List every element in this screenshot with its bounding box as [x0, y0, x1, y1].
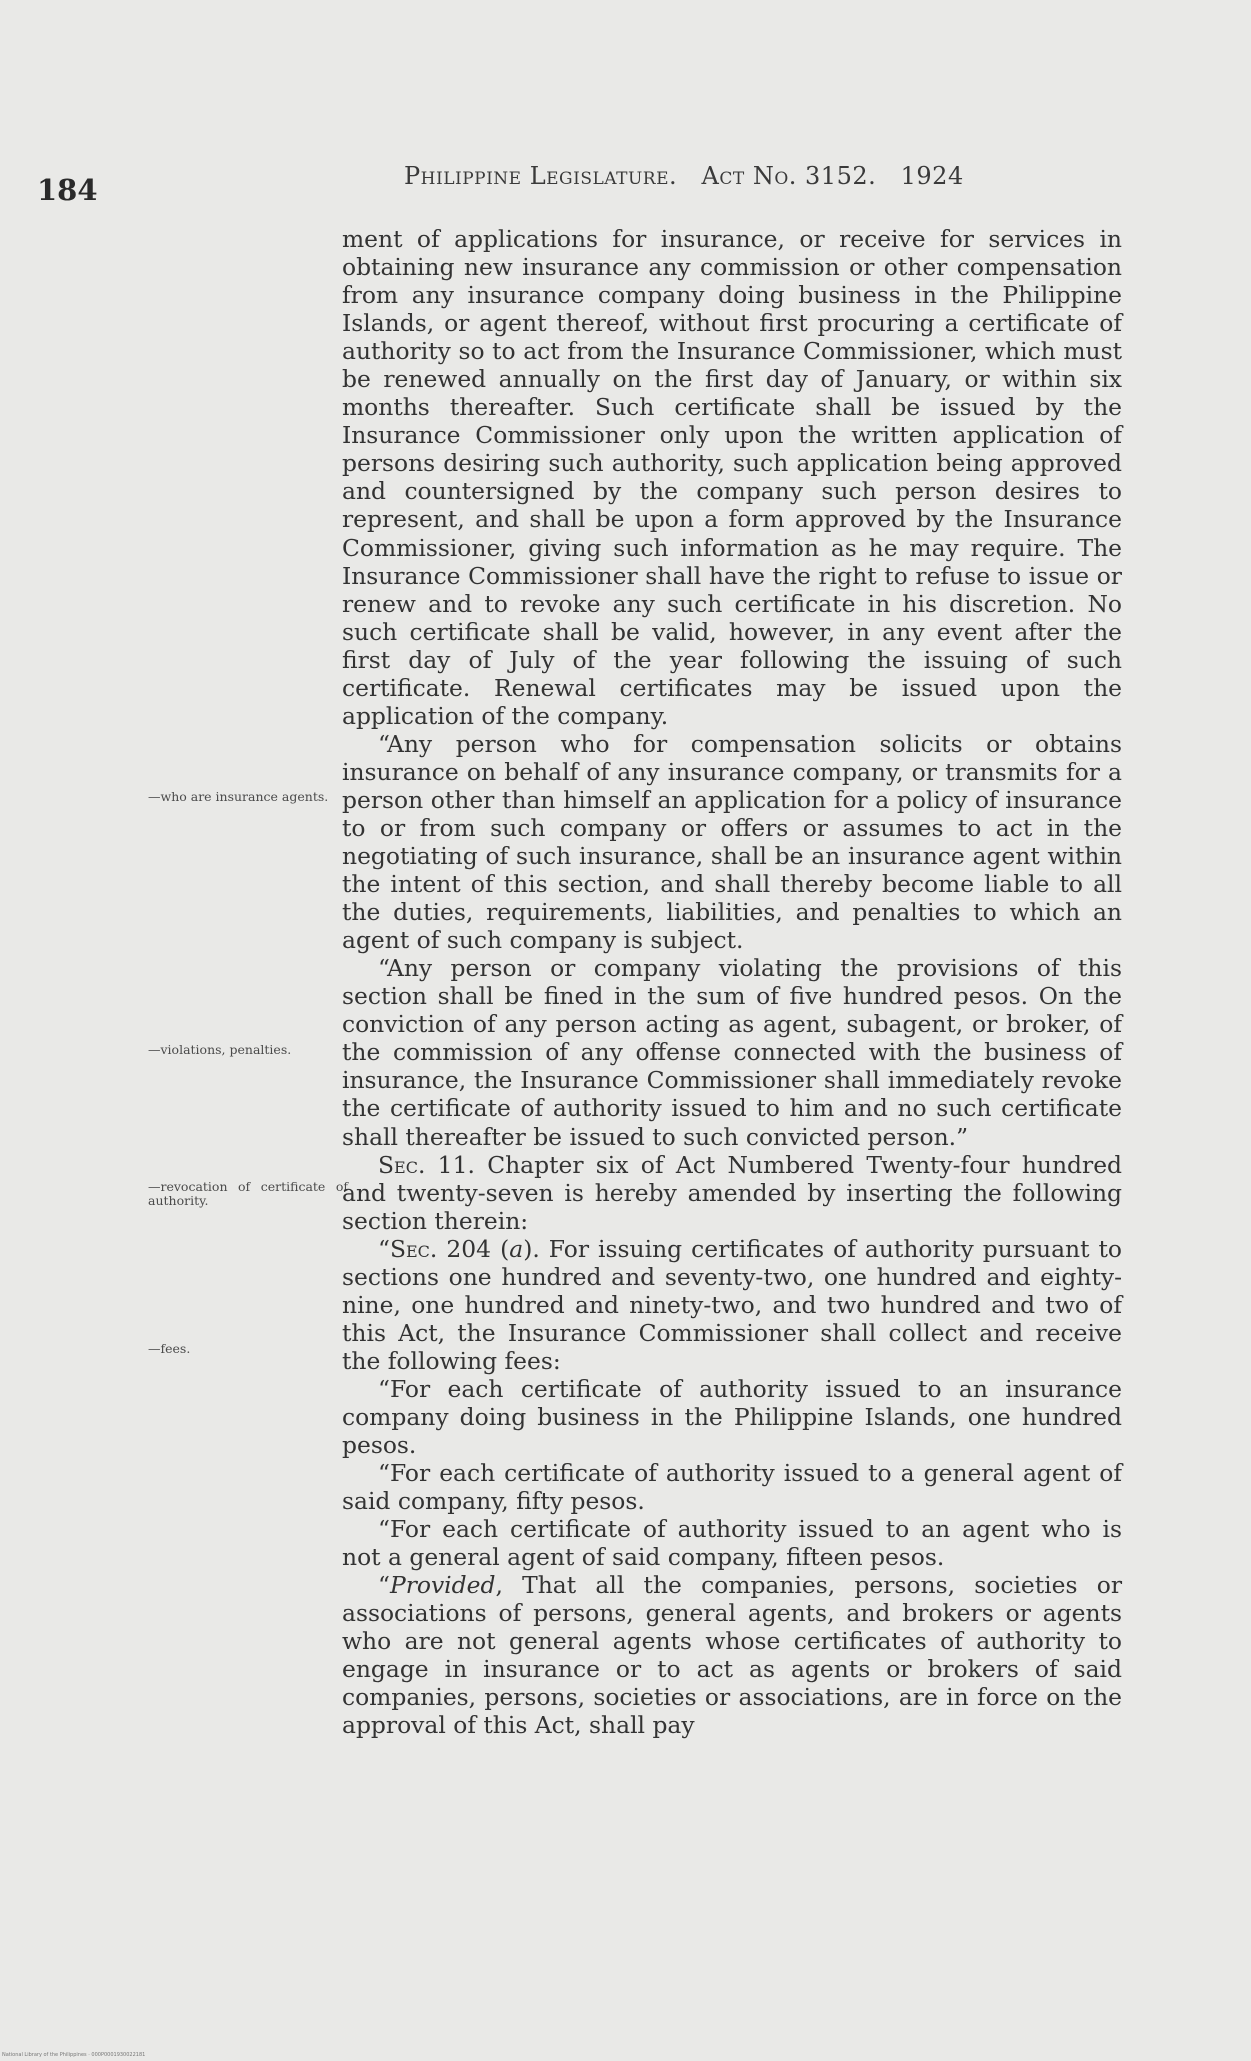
paragraph-certificate-of-authority: ment of applications for insurance, or receive for services in obtaining new insurance any commission or other compensation from any insurance company doing business in the Philippine Islands, or agent thereof, without first procuring a certificate of authority so to act from the Insurance Commissioner, which must be renewed annually on the first day of January, or within six months thereafter. Such certificate shall be issued by the Insurance Commissioner only upon the written application of persons desiring such authority, such application being approved and countersigned by the company such person desires to represent, and shall be upon a form approved by the Insurance Commissioner, giving such information as he may require. The Insurance Commissioner shall have the right to refuse to issue or renew and to revoke any such certificate in his discretion. No such certificate shall be valid, however, in any event after the first day of July of the year following the issuing of such certificate. Renewal certificates may be issued upon the application of the company.: [342, 225, 1122, 730]
side-note-violations-penalties: —violations, penalties.: [148, 1042, 292, 1057]
side-note-fees: —fees.: [148, 1341, 191, 1356]
paragraph-fee-general-agent: “For each certificate of authority issued to a general agent of said company, fifty pesos.: [342, 1459, 1122, 1516]
proviso-text: , That all the companies, persons, societies or associations of persons, general agents, and brokers or agents who are not general agents whose certificates of authority to engage in insurance or to act as agents or brokers of said companies, persons, societies or associations, are in force on the approval of this Act, shall pay: [342, 1571, 1122, 1740]
section-11-text: Chapter six of Act Numbered Twenty-four hundred and twenty-seven is hereby amended by inserting the following section therein:: [342, 1150, 1123, 1235]
proviso-provided: Provided: [389, 1571, 496, 1600]
section-204-subsection: a: [509, 1234, 524, 1263]
running-title-act-number: Act No. 3152.: [701, 162, 877, 190]
paragraph-violations: “Any person or company violating the provisions of this section shall be fined in the sum of five hundred pesos. On the conviction of any person acting as agent, subagent, or broker, of the commission of any offense connected with the business of insurance, the Insurance Commissioner shall immediately revoke the certificate of authority issued to him and no such certificate shall thereafter be issued to such convicted person.”: [342, 954, 1122, 1151]
page-number: 184: [37, 173, 98, 207]
side-note-revocation: —revocation of certificate of authority.: [148, 1179, 348, 1208]
running-header: [404, 162, 1104, 190]
paragraph-section-204a: [342, 1235, 1122, 1375]
running-title-legislature: Philippine Legislature.: [404, 162, 678, 190]
paragraph-fee-agent: “For each certificate of authority issued to an agent who is not a general agent of said company, fifteen pesos.: [342, 1515, 1122, 1572]
body-text: [342, 225, 1122, 1740]
paragraph-proviso: [342, 1571, 1122, 1739]
proviso-quote: “: [378, 1571, 390, 1600]
section-11-label: Sec. 11.: [378, 1150, 475, 1179]
section-204-paren: (: [491, 1234, 510, 1263]
section-204-text: ). For issuing certificates of authority pursuant to sections one hundred and seventy-two, one hundred and eighty-nine, one hundred and ninety-two, and two hundred and two of this Act, the Insurance Commissioner shall collect and receive the following fees:: [342, 1234, 1123, 1375]
paragraph-insurance-agent-definition: “Any person who for compensation solicits or obtains insurance on behalf of any insurance company, or transmits for a person other than himself an application for a policy of insurance to or from such company or offers or assumes to act in the negotiating of such insurance, shall be an insurance agent within the intent of this section, and shall thereby become liable to all the duties, requirements, liabilities, and penalties to which an agent of such company is subject.: [342, 729, 1122, 955]
paragraph-fee-company: “For each certificate of authority issued to an insurance company doing business in the Philippine Islands, one hundred pesos.: [342, 1374, 1122, 1460]
side-note-insurance-agents: —who are insurance agents.: [148, 789, 329, 804]
running-title-year: 1924: [900, 162, 964, 190]
footer-credit: National Library of the Philippines · 000P0001930022181: [2, 2052, 146, 2058]
paragraph-section-11: [342, 1151, 1122, 1235]
section-204-label: “Sec. 204: [378, 1234, 492, 1263]
